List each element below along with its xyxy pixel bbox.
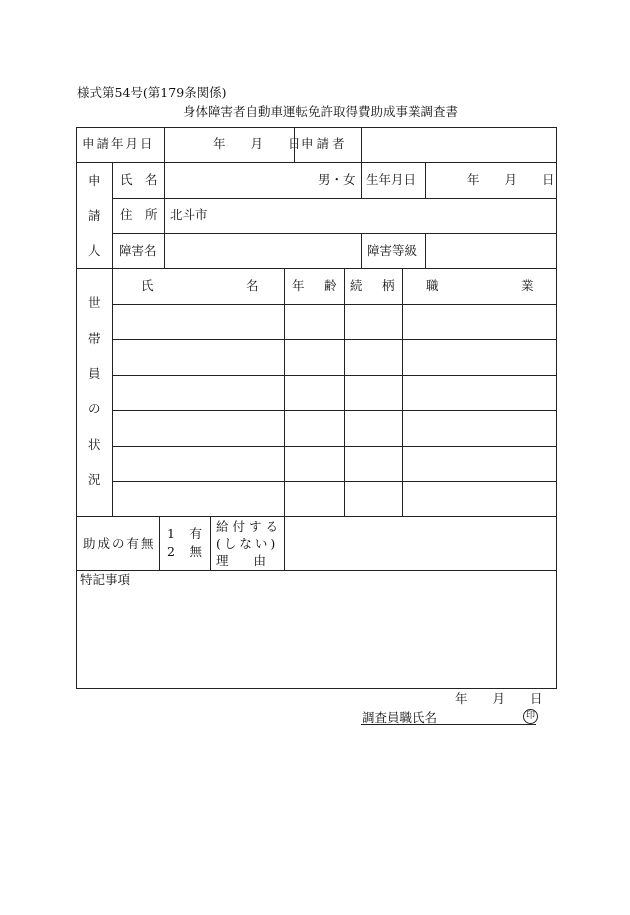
- remarks-field[interactable]: [80, 590, 552, 684]
- household-side-char-5: 状: [88, 437, 101, 452]
- disability-label: 障害名: [119, 243, 157, 258]
- remarks-label: 特記事項: [80, 572, 131, 587]
- column-header-relation-1: 続: [350, 278, 363, 293]
- investigator-signature-line[interactable]: [361, 724, 536, 725]
- column-header-occupation-2: 業: [521, 278, 534, 293]
- column-header-relation-2: 柄: [382, 278, 395, 293]
- applicant-side-char-2: 請: [88, 208, 101, 223]
- form-number: 様式第54号(第179条関係): [77, 85, 227, 100]
- footer-date-field[interactable]: 年 月 日: [455, 691, 543, 706]
- household-side-char-4: の: [88, 401, 101, 416]
- investigator-label: 調査員職氏名: [362, 710, 438, 725]
- reason-label-line-2: (しない): [216, 536, 279, 551]
- address-field[interactable]: 北斗市: [170, 207, 208, 222]
- gender-selector[interactable]: 男・女: [318, 172, 356, 187]
- disability-grade-label: 障害等級: [367, 243, 418, 258]
- subsidy-label: 助成の有無: [83, 536, 156, 551]
- application-date-field[interactable]: 年 月 日: [213, 136, 301, 151]
- applicant-side-char-1: 申: [88, 173, 101, 188]
- reason-label-line-3: 理 由: [216, 553, 267, 568]
- applicant-label: 申請者: [301, 136, 348, 151]
- name-field[interactable]: [168, 166, 318, 194]
- table-row[interactable]: [116, 308, 552, 335]
- column-header-occupation-1: 職: [426, 278, 439, 293]
- birth-date-label: 生年月日: [366, 172, 417, 187]
- applicant-side-char-3: 人: [88, 243, 101, 258]
- household-side-char-6: 況: [88, 472, 101, 487]
- document-title: 身体障害者自動車運転免許取得費助成事業調査書: [183, 104, 459, 119]
- disability-field[interactable]: [168, 237, 358, 264]
- column-header-name-1: 氏: [141, 278, 154, 293]
- table-row[interactable]: [116, 379, 552, 406]
- table-row[interactable]: [116, 343, 552, 371]
- disability-grade-field[interactable]: [429, 237, 552, 264]
- column-header-age-2: 齢: [324, 278, 337, 293]
- application-date-label: 申請年月日: [82, 136, 155, 151]
- table-row[interactable]: [116, 485, 552, 512]
- birth-date-field[interactable]: 年 月 日: [467, 172, 555, 187]
- name-label: 氏 名: [120, 172, 158, 187]
- household-side-char-2: 帯: [88, 331, 101, 346]
- reason-label-line-1: 給付する: [216, 519, 283, 534]
- household-side-char-1: 世: [88, 295, 101, 310]
- reason-field[interactable]: [288, 520, 552, 566]
- column-header-age-1: 年: [292, 278, 305, 293]
- table-row[interactable]: [116, 414, 552, 442]
- household-side-char-3: 員: [88, 366, 101, 381]
- table-row[interactable]: [116, 450, 552, 477]
- applicant-field[interactable]: [366, 131, 552, 158]
- column-header-name-2: 名: [246, 278, 259, 293]
- seal-icon: 印: [523, 709, 538, 724]
- address-label: 住 所: [120, 207, 158, 222]
- subsidy-option-no[interactable]: 2 無: [167, 544, 203, 559]
- subsidy-option-yes[interactable]: 1 有: [167, 526, 203, 541]
